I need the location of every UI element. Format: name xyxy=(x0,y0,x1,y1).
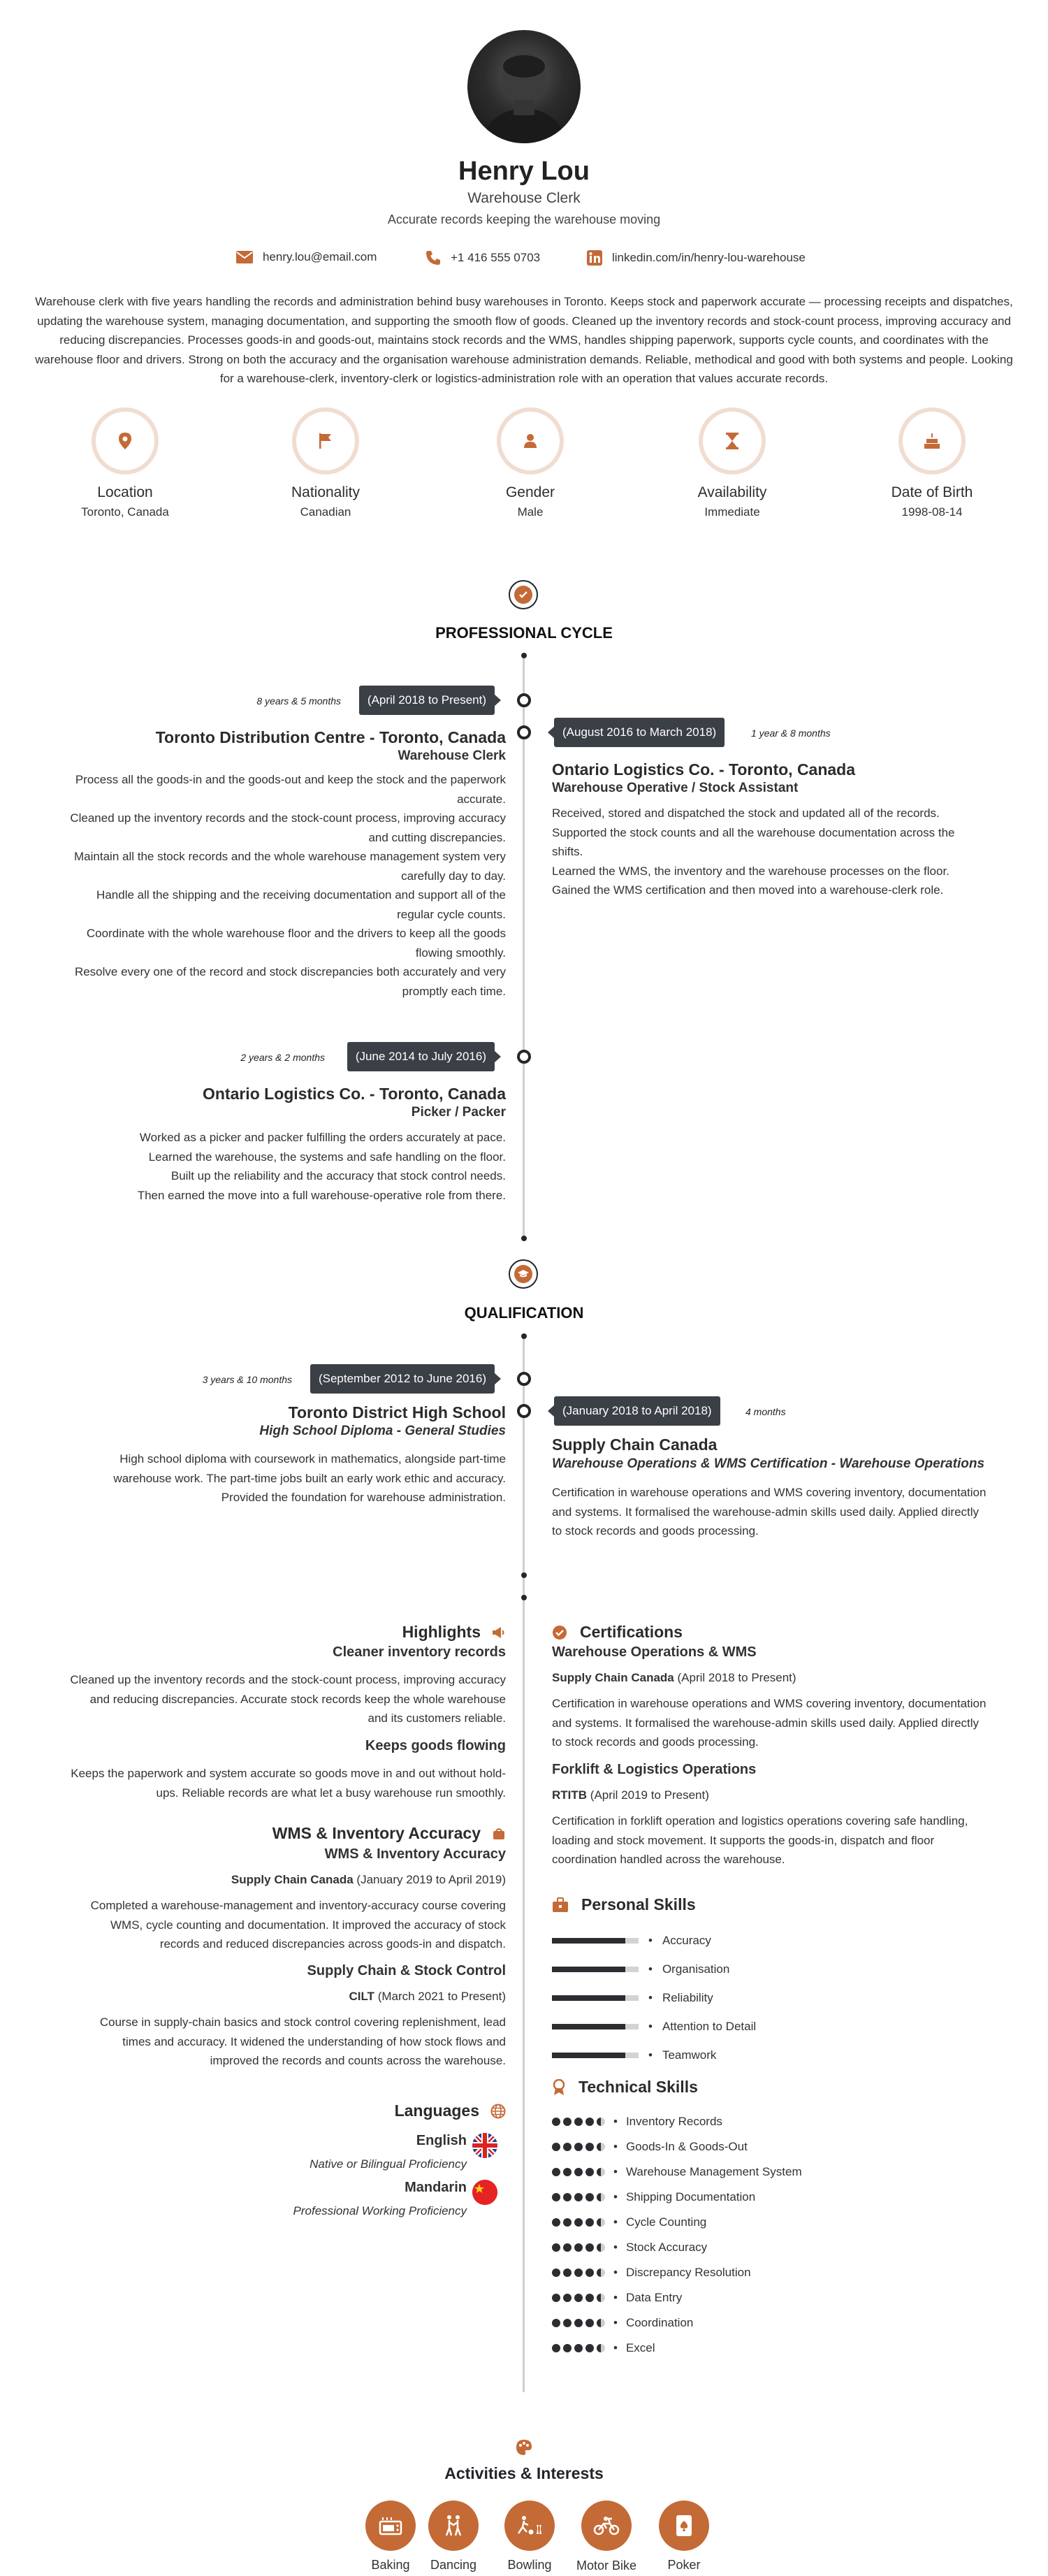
hourglass-icon xyxy=(699,407,766,475)
skill-level-fill xyxy=(552,1995,625,2001)
activity-motorbike xyxy=(568,2501,645,2573)
rating-dot xyxy=(574,2269,583,2277)
timeline-node xyxy=(517,1050,531,1064)
briefcase-section-icon xyxy=(509,580,538,609)
job-dates: (August 2016 to March 2018) xyxy=(554,718,725,747)
phone-icon xyxy=(425,250,441,266)
uk-flag-icon xyxy=(472,2133,497,2158)
technical-skill-row xyxy=(552,2336,901,2361)
contact-phone[interactable] xyxy=(425,250,540,266)
rating-dot xyxy=(552,2193,560,2201)
rating-dot xyxy=(597,2118,605,2126)
rating-dot xyxy=(597,2294,605,2302)
job-position: Picker / Packer xyxy=(411,1105,506,1120)
rating-dot xyxy=(585,2269,594,2277)
rating-dot xyxy=(563,2168,572,2176)
course-name: Supply Chain & Stock Control xyxy=(307,1963,506,1978)
activity-label: Baking xyxy=(371,2558,410,2572)
activity-bowling xyxy=(491,2501,568,2573)
courses-title: WMS & Inventory Accuracy xyxy=(272,1824,481,1842)
rating-dot xyxy=(597,2344,605,2352)
skill-rating-dots xyxy=(552,2243,605,2252)
skill-name: Inventory Records xyxy=(625,2115,722,2128)
rating-dot xyxy=(563,2344,572,2352)
skill-rating-dots xyxy=(552,2218,605,2227)
linkedin-text: linkedin.com/in/henry-lou-warehouse xyxy=(612,251,806,264)
timeline-node xyxy=(517,1404,531,1418)
contact-linkedin[interactable] xyxy=(587,250,806,266)
timeline-start-dot xyxy=(521,653,527,658)
skill-name: Teamwork xyxy=(662,2048,717,2062)
skill-rating-dots xyxy=(552,2319,605,2327)
timeline-line xyxy=(523,656,525,1240)
skill-name: Discrepancy Resolution xyxy=(625,2266,751,2279)
info-location xyxy=(41,407,209,519)
qual-dates: (January 2018 to April 2018) xyxy=(554,1396,720,1426)
technical-skill-row xyxy=(552,2134,901,2159)
qual-school: Toronto District High School xyxy=(288,1403,506,1421)
baking-icon xyxy=(365,2501,416,2551)
rating-dot xyxy=(563,2143,572,2151)
highlight-description: Cleaned up the inventory records and the stock-count process, improving accuracy and reducing discrepancies. Accurate stock records keep the whole warehouse and its customers reliable. xyxy=(70,1673,506,1725)
globe-icon xyxy=(490,2104,506,2119)
timeline-node xyxy=(517,1372,531,1386)
technical-skills-title: Technical Skills xyxy=(578,2078,698,2096)
activity-poker xyxy=(646,2501,722,2573)
personal-skills-title: Personal Skills xyxy=(581,1895,696,1913)
profile-summary: Warehouse clerk with five years handling the records and administration behind busy warehouses in Toronto. Keeps stock and paperwork accurate — processing receipts and dispatches, updating the warehouse system, managing documentation, and supporting the smooth flow of goods. Cleaned up the inventory records and stock-count process, improving accuracy and reducing discrepancies. Processes goods-in and goods-out, maintains stock records and the WMS, handles shipping paperwork, supports cycle counts, and coordinates with the warehouse floor and drivers. Strong on both the accuracy and the organisation warehouse administration demands. Reliable, methodical and good with both systems and people. Looking for a warehouse-clerk, inventory-clerk or logistics-administration role with an operation that values accurate records. xyxy=(35,295,1013,385)
info-nationality xyxy=(242,407,409,519)
bullet: • xyxy=(648,1933,653,1947)
course-meta: Supply Chain Canada (January 2019 to April 2019) xyxy=(231,1873,506,1886)
rating-dot xyxy=(574,2143,583,2151)
bullet: • xyxy=(613,2115,618,2128)
skill-rating-dots xyxy=(552,2344,605,2352)
timeline-mid-dot xyxy=(521,1595,527,1600)
rating-dot xyxy=(563,2294,572,2302)
rating-dot xyxy=(563,2243,572,2252)
highlight-title: Keeps goods flowing xyxy=(365,1738,506,1753)
rating-dot xyxy=(563,2118,572,2126)
rating-dot xyxy=(597,2143,605,2151)
bullet: • xyxy=(613,2140,618,2153)
technical-skill-row xyxy=(552,2260,901,2285)
job-position: Warehouse Clerk xyxy=(398,748,506,763)
rating-dot xyxy=(563,2319,572,2327)
job-dates: (April 2018 to Present) xyxy=(359,686,495,715)
rating-dot xyxy=(574,2344,583,2352)
technical-skill-row xyxy=(552,2285,901,2310)
job-company: Toronto Distribution Centre - Toronto, Canada xyxy=(155,728,506,746)
rating-dot xyxy=(574,2218,583,2227)
certification-description: Certification in forklift operation and logistics operations covering safe handling, loading and stock movement. It supports the goods-in, dispatch and floor coordination handled across the warehouse. xyxy=(552,1814,968,1866)
timeline-line xyxy=(523,1336,525,2392)
info-label: Gender xyxy=(505,484,555,500)
bullet: • xyxy=(613,2190,618,2204)
qualification-section-title: QUALIFICATION xyxy=(464,1304,584,1322)
activity-label: Bowling xyxy=(507,2558,552,2572)
language-level: Professional Working Proficiency xyxy=(293,2204,467,2217)
timeline-node xyxy=(517,725,531,739)
rating-dot xyxy=(552,2143,560,2151)
personal-skill-row xyxy=(552,1926,831,1955)
activity-label: Dancing xyxy=(430,2558,477,2572)
job-description: Process all the goods-in and the goods-out and keep the stock and the paperwork accurate. Cleaned up the inventory records and the stock-count process, improving accuracy and cutting discrepancies. Maintain all the stock records and the whole warehouse management system very carefully day to day. Handle all the shipping and the receiving documentation and support all of the regular cycle counts. Coordinate with the whole warehouse floor and the drivers to keep all the goods flowing smoothly. Resolve every one of the record and stock discrepancies both accurately and very promptly each time. xyxy=(70,773,506,998)
job-dates: (June 2014 to July 2016) xyxy=(347,1042,495,1071)
job-position: Warehouse Operative / Stock Assistant xyxy=(552,781,799,795)
info-label: Availability xyxy=(697,484,767,500)
rating-dot xyxy=(574,2294,583,2302)
rating-dot xyxy=(585,2319,594,2327)
qual-degree: High School Diploma - General Studies xyxy=(259,1424,506,1438)
personal-skill-row xyxy=(552,1955,831,1983)
candidate-tagline: Accurate records keeping the warehouse moving xyxy=(387,212,661,226)
skill-level-fill xyxy=(552,2053,625,2058)
job-company: Ontario Logistics Co. - Toronto, Canada xyxy=(552,760,856,779)
person-icon xyxy=(497,407,564,475)
linkedin-icon xyxy=(587,250,602,266)
rating-dot xyxy=(552,2218,560,2227)
activity-dancing xyxy=(415,2501,492,2573)
skill-name: Shipping Documentation xyxy=(625,2190,756,2204)
rating-dot xyxy=(552,2168,560,2176)
language-name: English xyxy=(416,2133,467,2148)
skill-rating-dots xyxy=(552,2193,605,2201)
email-text: henry.lou@email.com xyxy=(263,250,377,263)
rating-dot xyxy=(552,2294,560,2302)
personal-skill-row xyxy=(552,2041,831,2069)
skill-level-fill xyxy=(552,2024,625,2029)
rating-dot xyxy=(552,2344,560,2352)
info-value: Canadian xyxy=(300,505,351,519)
skill-level-bar xyxy=(552,1995,639,2001)
technical-skill-row xyxy=(552,2159,901,2185)
rating-dot xyxy=(597,2319,605,2327)
languages-title: Languages xyxy=(394,2101,479,2120)
skill-rating-dots xyxy=(552,2118,605,2126)
technical-skills-header xyxy=(552,2078,698,2097)
info-value: Male xyxy=(517,505,544,519)
course-icon xyxy=(492,1827,506,1841)
rating-dot xyxy=(597,2269,605,2277)
rating-dot xyxy=(597,2193,605,2201)
timeline-end-dot xyxy=(521,1236,527,1241)
certification-description: Certification in warehouse operations and WMS covering inventory, documentation and systems. It formalised the warehouse-admin skills used daily. Applied directly to stock records and goods processing. xyxy=(552,1697,987,1749)
poker-icon xyxy=(659,2501,709,2551)
phone-text: +1 416 555 0703 xyxy=(451,251,541,264)
personal-skill-row xyxy=(552,1983,831,2012)
flag-icon xyxy=(292,407,359,475)
bowling-icon xyxy=(504,2501,555,2551)
skill-name: Goods-In & Goods-Out xyxy=(625,2140,748,2153)
info-label: Location xyxy=(97,484,153,500)
bullet: • xyxy=(648,1962,653,1976)
info-value: 1998-08-14 xyxy=(901,505,963,519)
bullet: • xyxy=(613,2165,618,2178)
technical-skills-list xyxy=(552,2109,901,2361)
rating-dot xyxy=(552,2319,560,2327)
job-description: Received, stored and dispatched the stock and updated all of the records. Supported the stock counts and all the warehouse documentation across the shifts. Learned the WMS, the inventory and the warehouse processes on the floor. Gained the WMS certification and then moved into a warehouse-clerk role. xyxy=(552,806,955,897)
technical-skill-row xyxy=(552,2210,901,2235)
dancing-icon xyxy=(428,2501,479,2551)
skill-level-fill xyxy=(552,1967,625,1972)
personal-skills-header xyxy=(552,1895,696,1914)
certification-meta: RTITB (April 2019 to Present) xyxy=(552,1788,709,1802)
certification-meta: Supply Chain Canada (April 2018 to Present) xyxy=(552,1671,796,1684)
skill-name: Coordination xyxy=(625,2316,694,2329)
skill-rating-dots xyxy=(552,2168,605,2176)
qual-degree: Warehouse Operations & WMS Certification - Warehouse Operations xyxy=(552,1456,985,1471)
job-duration: 1 year & 8 months xyxy=(751,728,831,739)
rating-dot xyxy=(585,2218,594,2227)
professional-section-title: PROFESSIONAL CYCLE xyxy=(435,624,613,642)
skill-rating-dots xyxy=(552,2294,605,2302)
course-name: WMS & Inventory Accuracy xyxy=(324,1846,506,1862)
rating-dot xyxy=(563,2269,572,2277)
skill-name: Cycle Counting xyxy=(625,2215,707,2229)
highlights-title: Highlights xyxy=(402,1623,481,1641)
qual-dates: (September 2012 to June 2016) xyxy=(310,1364,495,1394)
highlight-title: Cleaner inventory records xyxy=(333,1644,506,1660)
rating-dot xyxy=(585,2243,594,2252)
bullet: • xyxy=(648,2048,653,2062)
skill-name: Excel xyxy=(625,2341,655,2354)
technical-skill-row xyxy=(552,2310,901,2336)
certification-name: Warehouse Operations & WMS xyxy=(552,1644,757,1660)
skill-level-bar xyxy=(552,2053,639,2058)
info-value: Toronto, Canada xyxy=(81,505,169,519)
candidate-role: Warehouse Clerk xyxy=(467,190,581,206)
skill-name: Data Entry xyxy=(625,2291,683,2304)
language-name: Mandarin xyxy=(405,2180,467,2195)
rating-dot xyxy=(563,2218,572,2227)
languages-header xyxy=(395,2101,506,2120)
skill-rating-dots xyxy=(552,2143,605,2151)
bullet: • xyxy=(613,2316,618,2329)
skill-name: Warehouse Management System xyxy=(625,2165,802,2178)
award-ribbon-icon xyxy=(552,2079,566,2096)
rating-dot xyxy=(585,2294,594,2302)
rating-dot xyxy=(585,2168,594,2176)
activities-title: Activities & Interests xyxy=(444,2464,604,2482)
palette-icon xyxy=(516,2439,532,2459)
megaphone-icon xyxy=(492,1626,506,1639)
certificate-badge-icon xyxy=(552,1625,567,1640)
course-description: Completed a warehouse-management and inventory-accuracy course covering WMS, cycle counting and documentation. It improved the accuracy of stock records and reduced discrepancies across goods-in and dispatch. xyxy=(90,1899,506,1951)
bullet: • xyxy=(613,2291,618,2304)
skill-level-bar xyxy=(552,1967,639,1972)
job-duration: 2 years & 2 months xyxy=(240,1052,325,1063)
info-gender xyxy=(446,407,614,519)
job-description: Worked as a picker and packer fulfilling the orders accurately at pace. Learned the warehouse, the systems and safe handling on the floor. Built up the reliability and the accuracy that stock control needs. Then earned the move into a full warehouse-operative role from there. xyxy=(137,1131,506,1202)
certification-name: Forklift & Logistics Operations xyxy=(552,1762,757,1777)
info-dob xyxy=(848,407,1016,519)
skill-name: Stock Accuracy xyxy=(625,2241,708,2254)
certifications-header xyxy=(552,1623,683,1642)
rating-dot xyxy=(574,2319,583,2327)
cake-icon xyxy=(898,407,966,475)
course-meta: CILT (March 2021 to Present) xyxy=(349,1990,506,2003)
avatar xyxy=(467,30,581,143)
contact-email[interactable] xyxy=(236,250,377,264)
location-pin-icon xyxy=(92,407,159,475)
skill-name: Organisation xyxy=(662,1962,730,1976)
info-value: Immediate xyxy=(704,505,760,519)
rating-dot xyxy=(563,2193,572,2201)
skill-level-fill xyxy=(552,1938,625,1944)
rating-dot xyxy=(597,2218,605,2227)
rating-dot xyxy=(585,2118,594,2126)
skill-name: Accuracy xyxy=(662,1933,711,1947)
rating-dot xyxy=(574,2193,583,2201)
bullet: • xyxy=(613,2241,618,2254)
highlights-header xyxy=(402,1623,506,1642)
bullet: • xyxy=(613,2266,618,2279)
skill-name: Attention to Detail xyxy=(662,2019,757,2033)
personal-skill-row xyxy=(552,2012,831,2041)
qual-duration: 4 months xyxy=(745,1406,786,1417)
course-description: Course in supply-chain basics and stock control covering replenishment, lead times and accuracy. It widened the understanding of how stock flows and improved the records and counts across the warehouse. xyxy=(99,2016,506,2067)
rating-dot xyxy=(574,2118,583,2126)
activity-label: Motor Bike xyxy=(576,2559,637,2573)
rating-dot xyxy=(552,2118,560,2126)
bullet: • xyxy=(648,1990,653,2004)
rating-dot xyxy=(597,2243,605,2252)
rating-dot xyxy=(574,2243,583,2252)
activity-label: Poker xyxy=(667,2558,701,2572)
bullet: • xyxy=(613,2341,618,2354)
rating-dot xyxy=(574,2168,583,2176)
rating-dot xyxy=(585,2344,594,2352)
info-label: Date of Birth xyxy=(891,484,973,500)
qual-description: High school diploma with coursework in mathematics, alongside part-time warehouse work. The part-time jobs built an early work ethic and accuracy. Provided the foundation for warehouse administration. xyxy=(113,1452,506,1504)
graduation-section-icon xyxy=(509,1259,538,1289)
candidate-name: Henry Lou xyxy=(458,157,590,186)
timeline-mid-dot xyxy=(521,1572,527,1578)
rating-dot xyxy=(585,2193,594,2201)
toolbox-icon xyxy=(552,1897,569,1913)
rating-dot xyxy=(585,2143,594,2151)
timeline-node xyxy=(517,693,531,707)
qual-duration: 3 years & 10 months xyxy=(202,1374,292,1385)
skill-rating-dots xyxy=(552,2269,605,2277)
job-duration: 8 years & 5 months xyxy=(256,695,341,707)
rating-dot xyxy=(552,2269,560,2277)
highlight-description: Keeps the paperwork and system accurate so goods move in and out without hold- ups. Reliable records are what let a busy warehouse run smoothly. xyxy=(71,1767,506,1800)
timeline-start-dot xyxy=(521,1333,527,1339)
technical-skill-row xyxy=(552,2235,901,2260)
qual-description: Certification in warehouse operations and WMS covering inventory, documentation and systems. It formalised the warehouse-admin skills used daily. Applied directly to stock records and goods processing. xyxy=(552,1486,987,1537)
info-label: Nationality xyxy=(291,484,361,500)
rating-dot xyxy=(597,2168,605,2176)
bullet: • xyxy=(648,2019,653,2033)
email-icon xyxy=(236,251,253,263)
info-availability xyxy=(648,407,816,519)
china-flag-icon xyxy=(472,2180,497,2205)
skill-level-bar xyxy=(552,1938,639,1944)
motorbike-icon xyxy=(581,2501,632,2551)
personal-skills-list xyxy=(552,1926,831,2069)
courses-header xyxy=(272,1824,506,1843)
certifications-title: Certifications xyxy=(580,1623,683,1641)
rating-dot xyxy=(552,2243,560,2252)
qual-school: Supply Chain Canada xyxy=(552,1435,718,1454)
skill-level-bar xyxy=(552,2024,639,2029)
language-level: Native or Bilingual Proficiency xyxy=(310,2157,467,2171)
technical-skill-row xyxy=(552,2185,901,2210)
technical-skill-row xyxy=(552,2109,901,2134)
bullet: • xyxy=(613,2215,618,2229)
job-company: Ontario Logistics Co. - Toronto, Canada xyxy=(202,1085,506,1103)
skill-name: Reliability xyxy=(662,1990,713,2004)
